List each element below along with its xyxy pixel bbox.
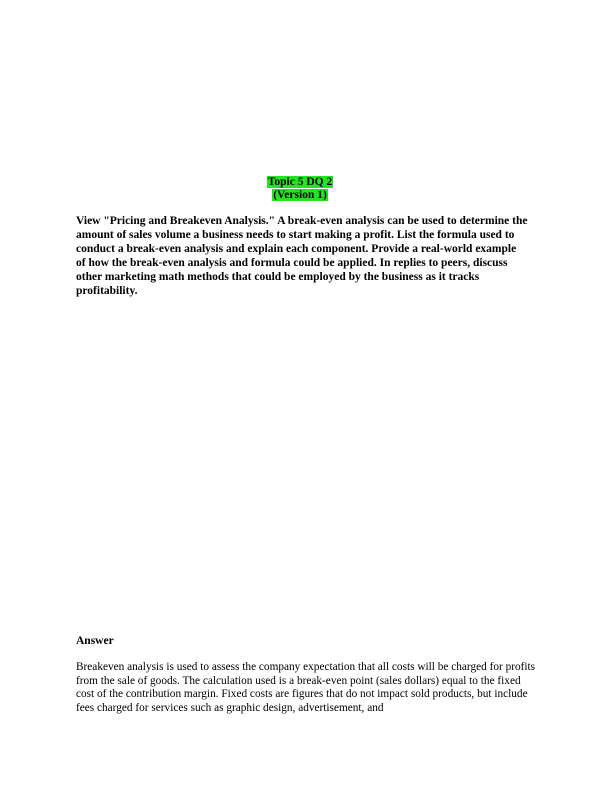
question-text: View "Pricing and Breakeven Analysis." A break-even analysis can be used to determine the amount of sales volume a business needs to start making a profit. List the formula used to conduct a break-even analysis and explain each component. Provide a real-world example of how the break-even analysis and formula could be applied. In replies to peers, discuss other marketing math methods that could be employed by the business as it tracks profitability. (76, 215, 528, 297)
title-line-2: (Version 1) (273, 189, 327, 201)
answer-heading: Answer (76, 635, 114, 647)
title-line-1: Topic 5 DQ 2 (267, 176, 333, 188)
document-title (0, 176, 600, 202)
answer-body: Breakeven analysis is used to assess the company expectation that all costs will be charged for profits from the sale of goods. The calculation used is a break-even point (sales dollars) equal to the fixed cost of the contribution margin. Fixed costs are figures that do not impact sold products, but include fees charged for services such as graphic design, advertisement, and (76, 661, 536, 714)
